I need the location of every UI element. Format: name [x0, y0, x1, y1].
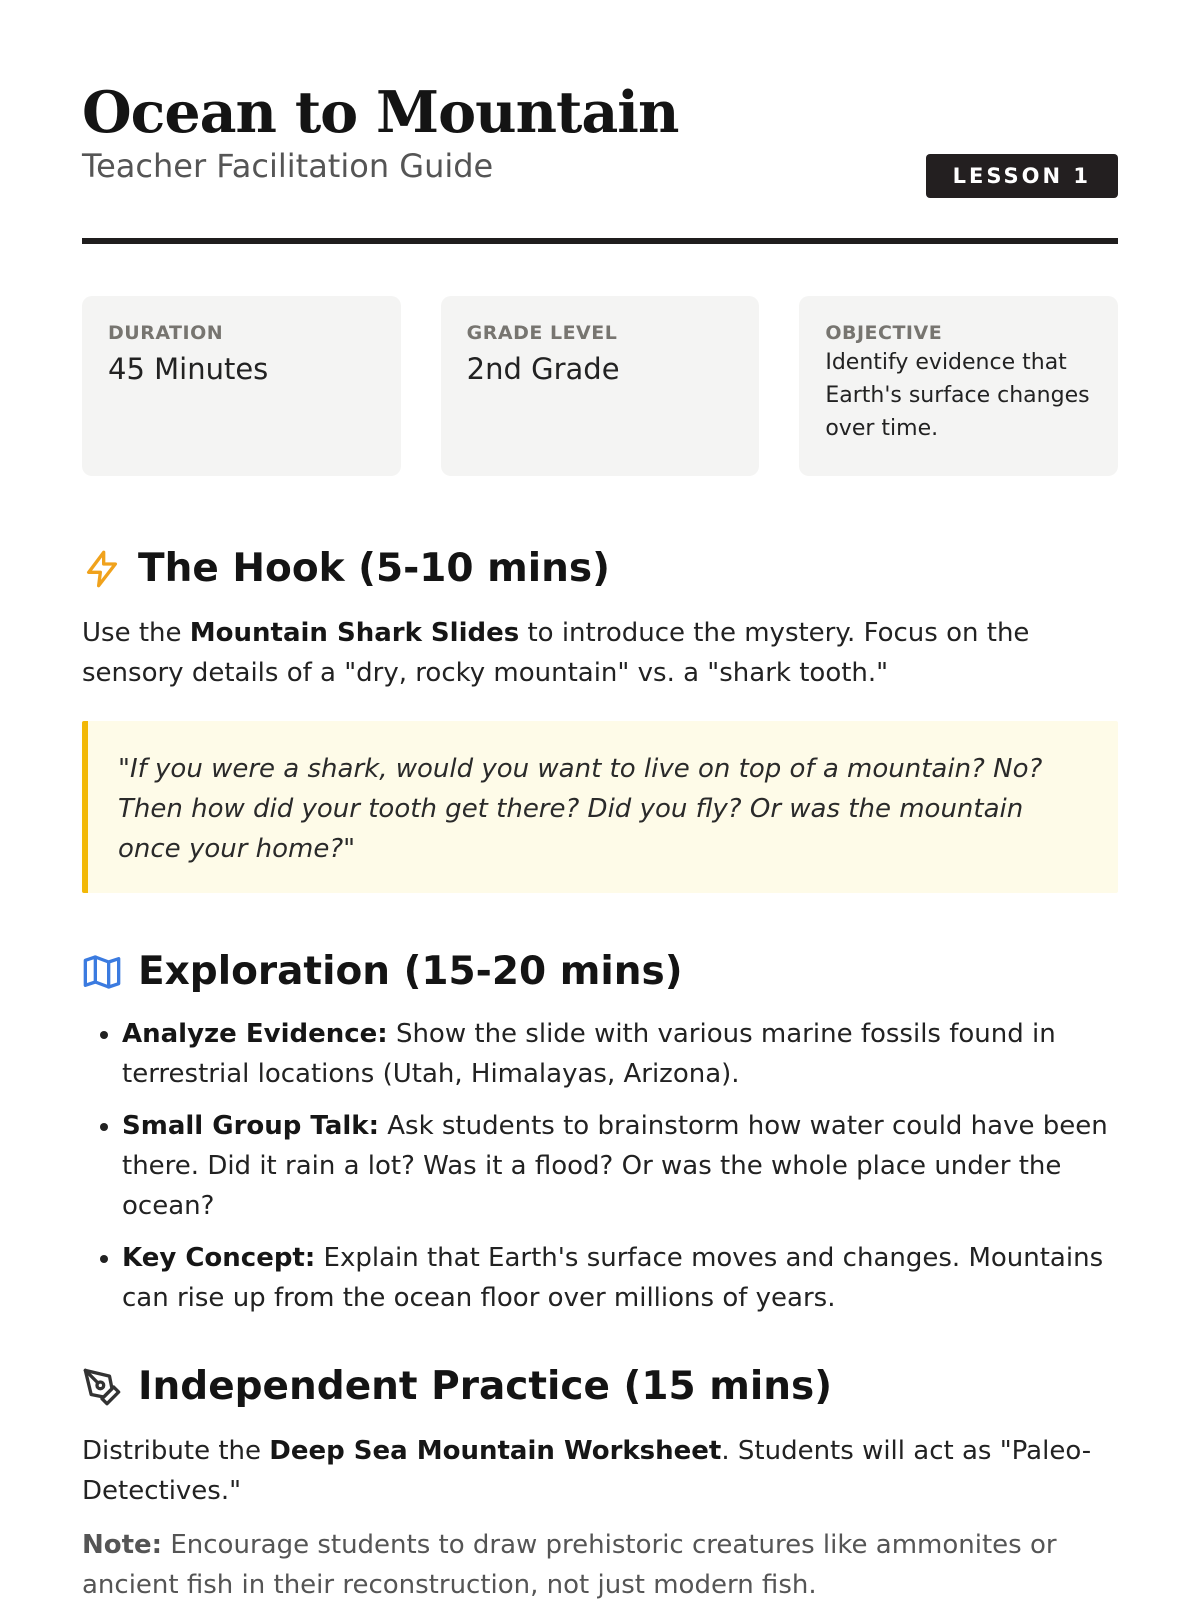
pen-tool-icon [82, 1367, 122, 1407]
grade-level-label: GRADE LEVEL [466, 322, 618, 344]
practice-paragraph [82, 1431, 1118, 1511]
duration-label: DURATION [108, 322, 224, 344]
lightning-icon [82, 549, 122, 589]
worksheet-name: Deep Sea Mountain Worksheet [269, 1436, 722, 1466]
header [82, 79, 1118, 244]
analyze-evidence-text: Show the slide with various marine fossils found in terrestrial locations (Utah, Himalayas, Arizona). [122, 1019, 1056, 1089]
practice-heading [82, 1364, 1118, 1409]
mountain-shark-slides: Mountain Shark Slides [189, 618, 520, 648]
hook-heading [82, 546, 1118, 591]
key-concept-text: Explain that Earth's surface moves and changes. Mountains can rise up from the ocean floor over millions of years. [122, 1243, 1104, 1313]
hook-section [82, 546, 1118, 893]
hook-paragraph [82, 613, 1118, 693]
analyze-evidence-label: Analyze Evidence: [122, 1019, 388, 1049]
duration-value: 45 Minutes [108, 352, 269, 386]
exploration-title: Exploration (15-20 mins) [138, 949, 683, 994]
exploration-section [82, 949, 1118, 1318]
key-concept-label: Key Concept: [122, 1243, 316, 1273]
hook-text-after: to introduce the mystery. Focus on the sensory details of a "dry, rocky mountain" vs. a "shark tooth." [82, 618, 1030, 688]
small-group-talk-text: Ask students to brainstorm how water could have been there. Did it rain a lot? Was it a flood? Or was the whole place under the ocean? [122, 1111, 1108, 1221]
practice-title: Independent Practice (15 mins) [138, 1364, 833, 1409]
page-subtitle: Teacher Facilitation Guide [82, 146, 494, 185]
note-label: Note: [82, 1530, 163, 1560]
info-cards [82, 296, 1118, 476]
list-item [122, 1014, 1118, 1094]
hook-text-before: Use the [82, 618, 190, 648]
practice-text-before: Distribute the [82, 1436, 270, 1466]
note-text: Encourage students to draw prehistoric creatures like ammonites or ancient fish in their reconstruction, not just modern fish. [82, 1530, 1057, 1600]
lesson-badge: LESSON 1 [926, 154, 1118, 198]
objective-value: Identify evidence that Earth's surface changes over time. [825, 350, 1090, 441]
grade-level-card [441, 296, 760, 476]
exploration-heading [82, 949, 1118, 994]
practice-note [82, 1525, 1118, 1605]
practice-section [82, 1364, 1118, 1605]
hook-quote: "If you were a shark, would you want to live on top of a mountain? No? Then how did your tooth get there? Did you fly? Or was the mountain once your home?" [82, 721, 1118, 893]
objective-label: OBJECTIVE [825, 322, 943, 344]
objective-card [799, 296, 1118, 476]
list-item [122, 1238, 1118, 1318]
map-icon [82, 952, 122, 992]
exploration-list [82, 1014, 1118, 1318]
small-group-talk-label: Small Group Talk: [122, 1111, 379, 1141]
duration-card [82, 296, 401, 476]
practice-text-after: . Students will act as "Paleo-Detectives." [82, 1436, 1092, 1506]
hook-title: The Hook (5-10 mins) [138, 546, 610, 591]
list-item [122, 1106, 1118, 1226]
page-title: Ocean to Mountain [82, 79, 679, 146]
grade-level-value: 2nd Grade [466, 352, 620, 386]
